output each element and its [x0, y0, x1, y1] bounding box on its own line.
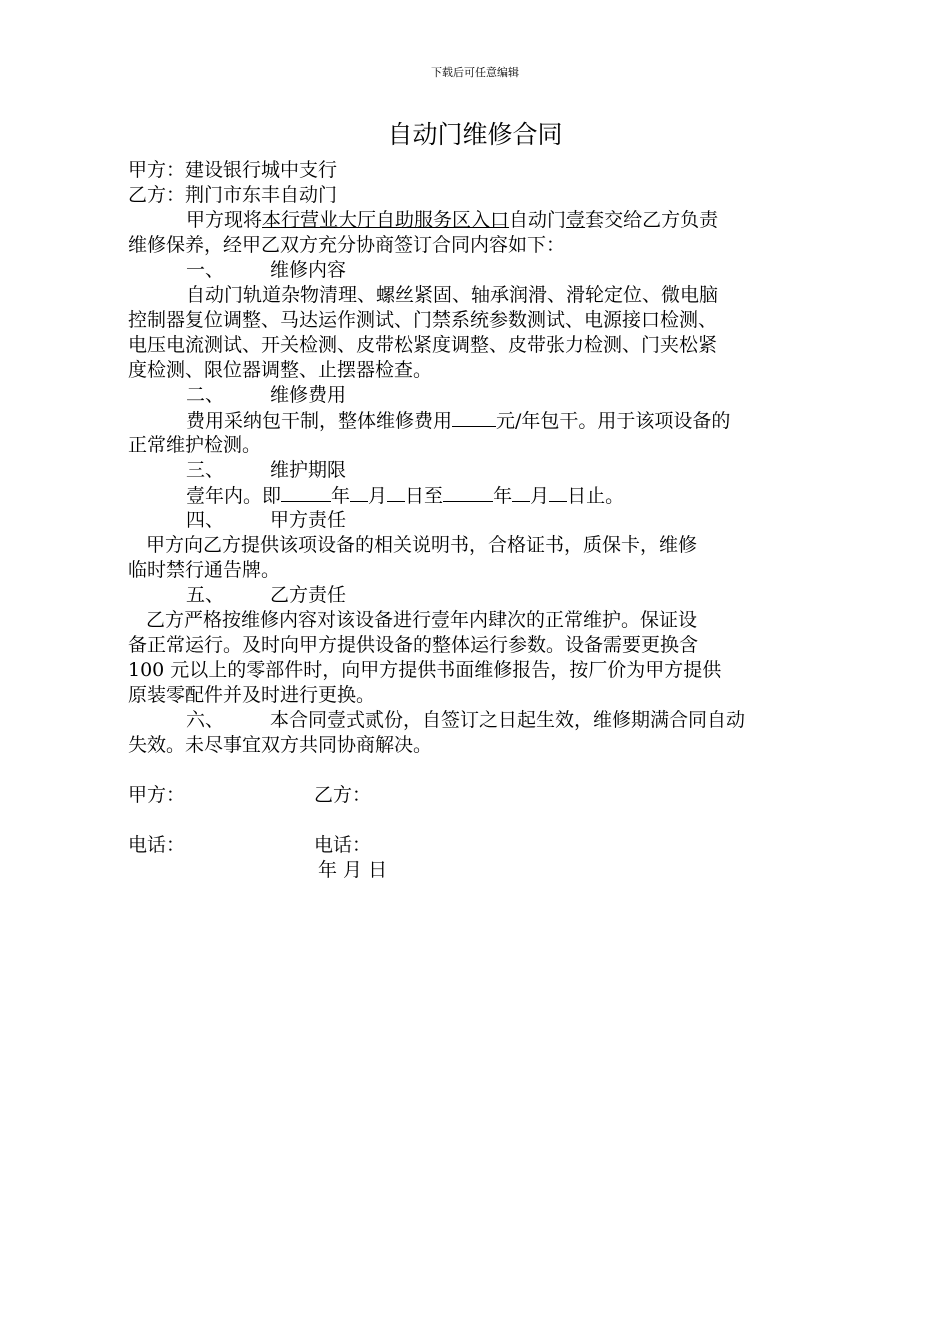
signature-party-a: 甲方： — [128, 784, 186, 806]
intro-text: 自动门 — [509, 209, 567, 231]
intro-text: 甲方现将 — [186, 209, 263, 231]
paragraph-line: 度检测、限位器调整、止摆器检查。 — [128, 359, 433, 381]
paragraph-line: 临时禁行通告牌。 — [128, 559, 281, 581]
phone-a: 电话： — [128, 834, 186, 856]
paragraph-line: 失效。未尽事宜双方共同协商解决。 — [128, 734, 433, 756]
day-blank — [549, 483, 567, 502]
paragraph-line — [128, 408, 828, 433]
signature-date: 年 月 日 — [318, 859, 388, 881]
phone-row — [128, 833, 828, 858]
term-text: 日止。 — [567, 485, 625, 507]
term-text: 年 — [331, 485, 351, 507]
paragraph-line: 原装零配件并及时进行更换。 — [128, 684, 376, 706]
date-row — [128, 858, 828, 883]
term-text: 年 — [493, 485, 513, 507]
day-blank — [387, 483, 405, 502]
phone-b: 电话： — [314, 834, 372, 856]
section-title: 乙方责任 — [270, 584, 347, 606]
signature-party-b: 乙方： — [314, 784, 372, 806]
term-text: 壹年内。即 — [186, 485, 282, 507]
intro-count: 壹 — [566, 209, 586, 231]
paragraph-line: 甲方向乙方提供该项设备的相关说明书，合格证书，质保卡，维修 — [146, 534, 698, 556]
paragraph-line: 正常维护检测。 — [128, 434, 262, 456]
party-b-line: 乙方：荆门市东丰自动门 — [128, 184, 338, 206]
section-number: 四、 — [186, 509, 225, 531]
section-number: 五、 — [186, 584, 225, 606]
section-title: 维修费用 — [270, 384, 347, 406]
term-text: 月 — [368, 485, 388, 507]
intro-location: 本行营业大厅自助服务区入口 — [262, 209, 510, 231]
paragraph-line: 自动门轨道杂物清理、螺丝紧固、轴承润滑、滑轮定位、微电脑 — [186, 284, 719, 306]
year-blank — [443, 483, 493, 502]
section-heading-2 — [128, 383, 828, 408]
section-heading-4 — [128, 508, 828, 533]
section-heading-6 — [128, 708, 828, 733]
paragraph-line — [128, 483, 828, 508]
year-blank — [281, 483, 331, 502]
fee-text: 费用采纳包干制，整体维修费用 — [186, 410, 453, 432]
section-title: 甲方责任 — [270, 509, 347, 531]
paragraph-line: 控制器复位调整、马达运作测试、门禁系统参数测试、电源接口检测、 — [128, 309, 718, 331]
contract-title: 自动门维修合同 — [387, 120, 563, 149]
paragraph-line: 电压电流测试、开关检测、皮带松紧度调整、皮带张力检测、门夹松紧 — [128, 334, 718, 356]
section-heading-3 — [128, 458, 828, 483]
section-title: 维修内容 — [270, 259, 347, 281]
month-blank — [512, 483, 530, 502]
party-a-line: 甲方：建设银行城中支行 — [128, 159, 338, 181]
section-heading-5 — [128, 583, 828, 608]
section-number: 三、 — [186, 459, 225, 481]
section-title: 维护期限 — [270, 459, 347, 481]
fee-blank — [452, 408, 496, 427]
header-note: 下载后可任意编辑 — [431, 66, 519, 79]
intro-line-2: 维修保养，经甲乙双方充分协商签订合同内容如下： — [128, 234, 566, 256]
paragraph-line: 乙方严格按维修内容对该设备进行壹年内肆次的正常维护。保证设 — [146, 609, 698, 631]
signature-row — [128, 783, 828, 808]
month-blank — [350, 483, 368, 502]
section-number: 二、 — [186, 384, 225, 406]
term-text: 日至 — [405, 485, 444, 507]
section-number: 六、 — [186, 709, 225, 731]
intro-text: 套交给乙方负责 — [585, 209, 719, 231]
term-text: 月 — [530, 485, 550, 507]
paragraph-line: 备正常运行。及时向甲方提供设备的整体运行参数。设备需要更换含 — [128, 634, 699, 656]
contract-body — [128, 158, 828, 883]
section-text: 本合同壹式贰份，自签订之日起生效，维修期满合同自动 — [270, 709, 746, 731]
fee-text: 元/年包干。用于该项设备的 — [496, 410, 731, 432]
intro-line-1 — [128, 208, 828, 233]
section-number: 一、 — [186, 259, 225, 281]
paragraph-line: 100 元以上的零部件时，向甲方提供书面维修报告，按厂价为甲方提供 — [128, 659, 722, 681]
section-heading-1 — [128, 258, 828, 283]
